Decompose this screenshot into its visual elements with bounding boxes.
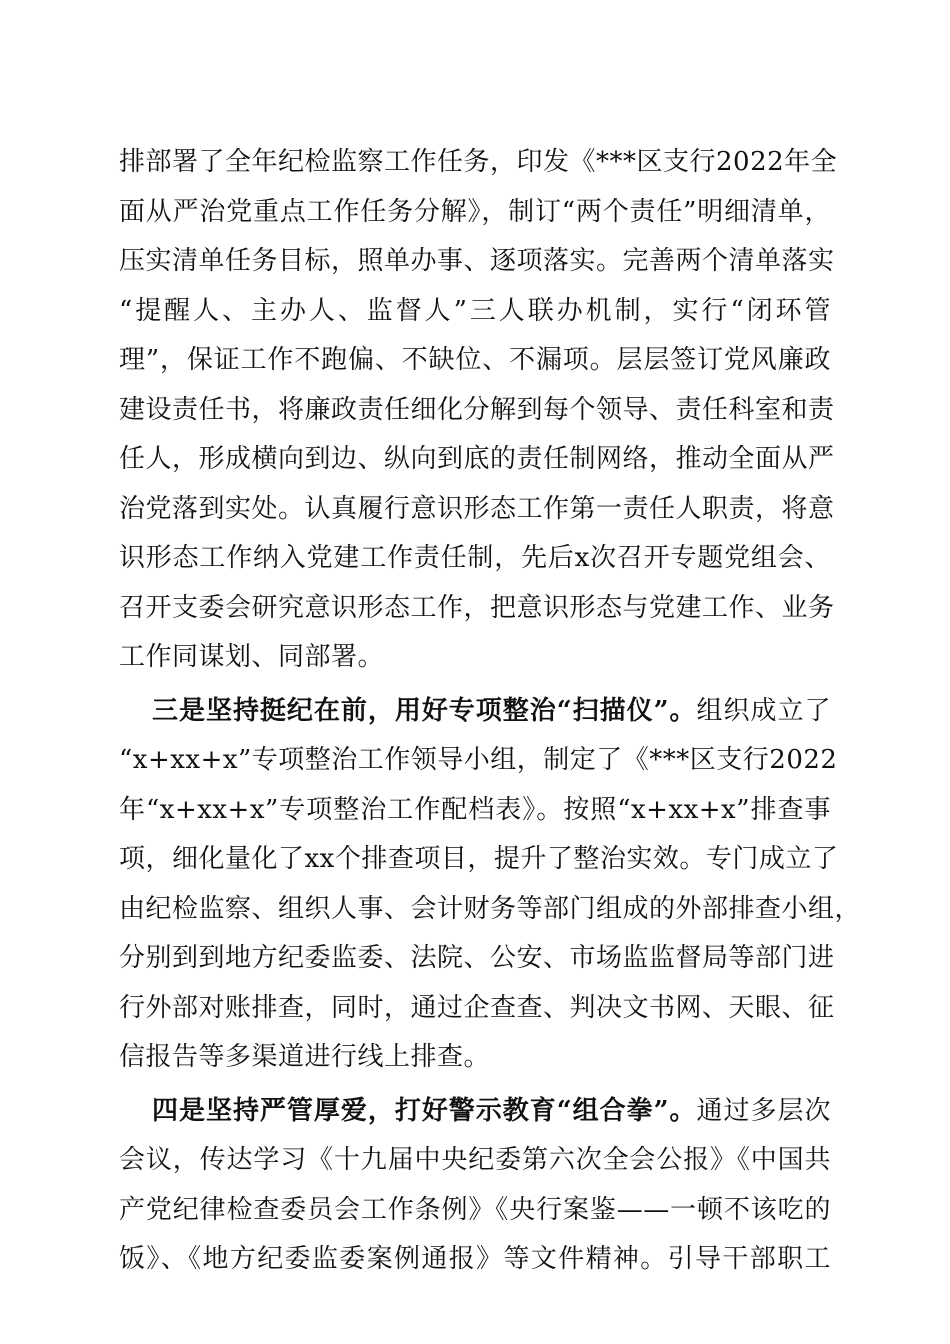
paragraph-heading: 三是坚持挺纪在前，用好专项整治“扫描仪”。 [152,695,697,726]
text-line: 会议，传达学习《十九届中央纪委第六次全会公报》《中国共 [119,1145,831,1175]
text-line: 饭》、《地方纪委监委案例通报》等文件精神。引导干部职工 [119,1244,831,1274]
heading-tail-text: 组织成立了 [696,695,831,726]
text-line: 产党纪律检查委员会工作条例》《央行案鉴——一顿不该吃的 [119,1194,831,1225]
text-line: 理”，保证工作不跑偏、不缺位、不漏项。层层签订党风廉政 [119,345,831,375]
text-line: 年“x+xx+x”专项整治工作配档表》。按照“x+xx+x”排查事 [119,794,831,825]
text-line: “x+xx+x”专项整治工作领导小组，制定了《***区支行2022 [119,745,838,775]
paragraph-2 [119,687,862,1083]
text-line: 工作同谋划、同部署。 [119,642,385,672]
text-line: 召开支委会研究意识形态工作，把意识形态与党建工作、业务 [119,592,835,623]
text-line: 面从严治党重点工作任务分解》，制订“两个责任”明细清单， [119,196,831,227]
text-line: 项，细化量化了xx个排查项目，提升了整治实效。专门成立了 [119,844,839,874]
text-line: 排部署了全年纪检监察工作任务，印发《***区支行2022年全 [119,147,838,177]
text-line: 建设责任书，将廉政责任细化分解到每个领导、责任科室和责 [119,394,835,425]
text-line: “提醒人、主办人、监督人”三人联办机制，实行“闭环管 [119,295,831,326]
heading-line [119,687,831,737]
text-line: 行外部对账排查，同时，通过企查查、判决文书网、天眼、征 [119,992,835,1023]
text-line: 由纪检监察、组织人事、会计财务等部门组成的外部排查小组， [119,893,862,924]
paragraph-1 [119,138,838,683]
text-line: 压实清单任务目标，照单办事、逐项落实。完善两个清单落实 [119,246,835,276]
text-line: 治党落到实处。认真履行意识形态工作第一责任人职责，将意 [119,493,835,524]
text-line: 分别到到地方纪委监委、法院、公安、市场监监督局等部门进 [119,943,835,973]
heading-tail-text: 通过多层次 [696,1095,831,1126]
heading-line [119,1087,831,1137]
document-body [119,138,862,1285]
paragraph-3 [119,1087,831,1285]
text-line: 信报告等多渠道进行线上排查。 [119,1042,491,1072]
text-line: 识形态工作纳入党建工作责任制，先后x次召开专题党组会、 [119,543,831,573]
text-line: 任人，形成横向到边、纵向到底的责任制网络，推动全面从严 [119,444,835,474]
paragraph-heading: 四是坚持严管厚爱，打好警示教育“组合拳”。 [152,1095,697,1126]
